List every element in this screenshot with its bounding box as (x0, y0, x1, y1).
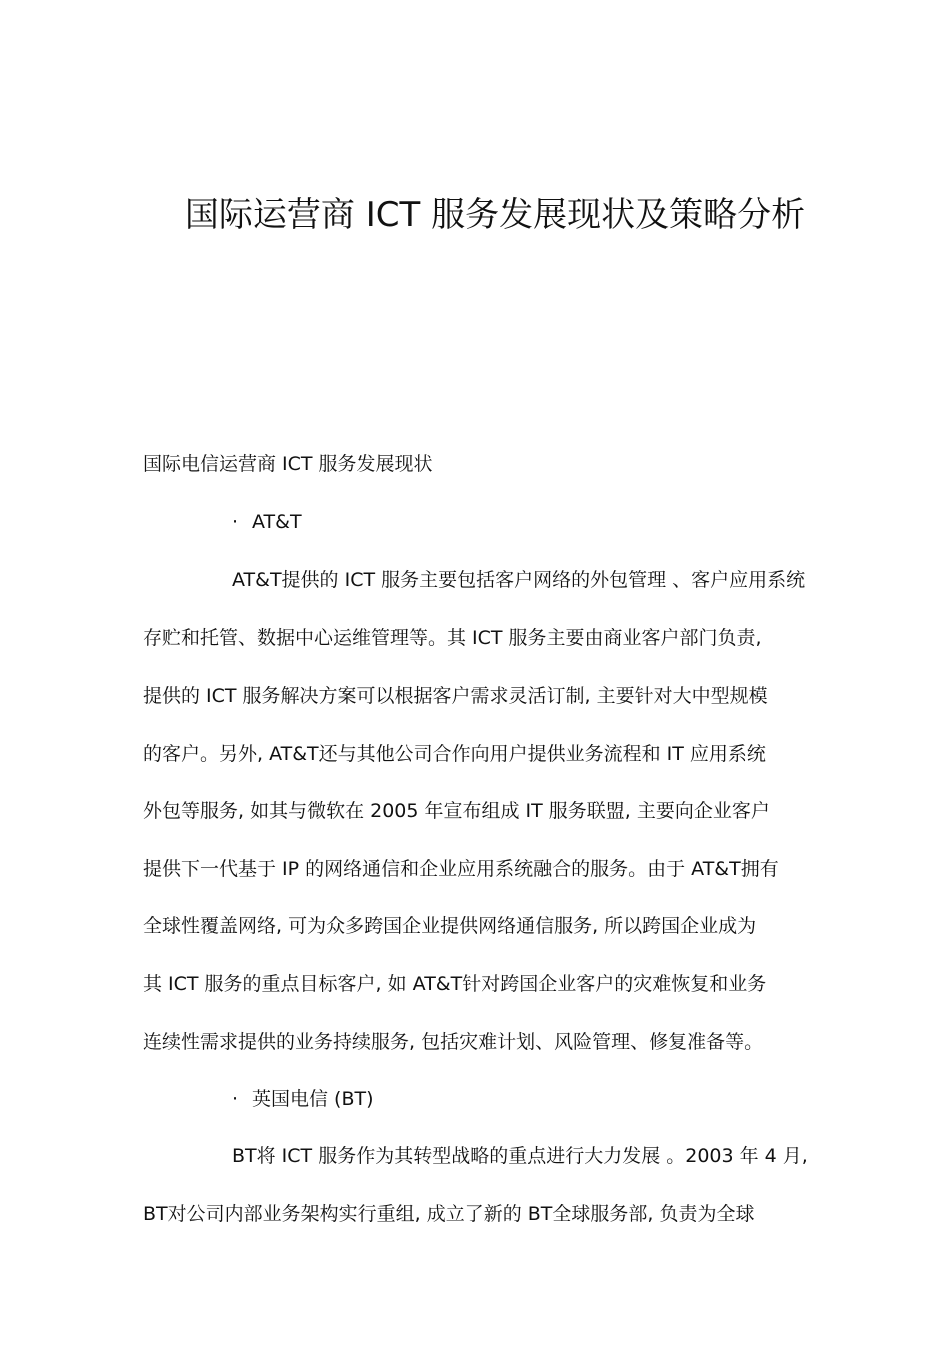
bullet-marker: · (232, 1088, 239, 1110)
section-heading: 国际电信运营商 ICT 服务发展现状 (143, 453, 433, 475)
paragraph-line: BT对公司内部业务架构实行重组, 成立了新的 BT全球服务部, 负责为全球 (143, 1203, 755, 1225)
paragraph-line: 全球性覆盖网络, 可为众多跨国企业提供网络通信服务, 所以跨国企业成为 (143, 915, 757, 937)
bullet-bt (232, 1085, 374, 1113)
paragraph-line: 的客户。另外, AT&T还与其他公司合作向用户提供业务流程和 IT 应用系统 (143, 743, 766, 765)
document-title: 国际运营商 ICT 服务发展现状及策略分析 (184, 195, 806, 235)
paragraph-line: 提供下一代基于 IP 的网络通信和企业应用系统融合的服务。由于 AT&T拥有 (143, 858, 779, 880)
paragraph-line: 存贮和托管、数据中心运维管理等。其 ICT 服务主要由商业客户部门负责, (143, 627, 762, 649)
paragraph-line: 其 ICT 服务的重点目标客户, 如 AT&T针对跨国企业客户的灾难恢复和业务 (143, 973, 767, 995)
bullet-att (232, 508, 302, 536)
bullet-att-label: AT&T (252, 511, 302, 533)
paragraph-line: 外包等服务, 如其与微软在 2005 年宣布组成 IT 服务联盟, 主要向企业客户 (143, 800, 770, 822)
paragraph-line: 提供的 ICT 服务解决方案可以根据客户需求灵活订制, 主要针对大中型规模 (143, 685, 768, 707)
paragraph-line: AT&T提供的 ICT 服务主要包括客户网络的外包管理 、客户应用系统 (232, 569, 806, 591)
bullet-bt-label: 英国电信 (BT) (252, 1088, 374, 1110)
paragraph-line: BT将 ICT 服务作为其转型战略的重点进行大力发展 。2003 年 4 月, (232, 1145, 808, 1167)
bullet-marker: · (232, 511, 239, 533)
paragraph-line: 连续性需求提供的业务持续服务, 包括灾难计划、风险管理、修复准备等。 (143, 1031, 764, 1053)
